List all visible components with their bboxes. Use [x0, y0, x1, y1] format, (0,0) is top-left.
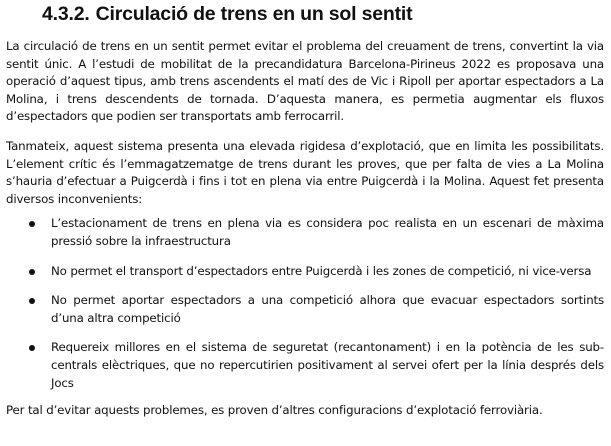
list-item — [6, 339, 604, 392]
inconvenients-list — [6, 215, 604, 392]
bullet-icon — [29, 345, 35, 351]
document-page — [6, 0, 604, 420]
section-number: 4.3.2. — [42, 3, 90, 25]
paragraph-closing: Per tal d’evitar aquests problemes, es proven d’altres configuracions d’explotació ferroviària. — [6, 403, 543, 418]
bullet-icon — [29, 298, 35, 304]
list-item-text: Requereix millores en el sistema de seguretat (recantonament) i en la potència de les sub-centrals elèctriques, que no repercutirien positivament al servei ofert per la línia després dels Jocs — [51, 340, 604, 390]
list-item — [6, 215, 604, 250]
list-item — [6, 263, 604, 281]
list-item — [6, 292, 604, 327]
list-item-text: No permet el transport d’espectadors entre Puigcerdà i les zones de competició, ni vice-versa — [51, 263, 592, 278]
section-title: Circulació de trens en un sol sentit — [95, 3, 413, 25]
list-item-text: No permet aportar espectadors a una competició alhora que evacuar espectadors sortints d’una altra competició — [51, 293, 604, 325]
paragraph-intro: La circulació de trens en un sentit permet evitar el problema del creuament de trens, convertint la via sentit únic. A l’estudi de mobilitat de la precandidatura Barcelona-Pirineus 2022 es proposava una operació d’aquest tipus, amb trens ascendents el matí des de Vic i Ripoll per aportar espectadors a La Molina, i trens descendents de tornada. D’aquesta manera, es permetia augmentar els fluxos d’espectadors que podien ser transportats amb ferrocarril. — [6, 39, 604, 124]
section-heading — [6, 0, 604, 28]
list-item-text: L’estacionament de trens en plena via es considera poc realista en un escenari de màxima pressió sobre la infraestructura — [51, 216, 604, 248]
bullet-icon — [29, 269, 35, 275]
bullet-icon — [29, 221, 35, 227]
paragraph-rigidity: Tanmateix, aquest sistema presenta una elevada rigidesa d’explotació, que en limita les possibilitats. L’element crític és l’emmagatzematge de trens durant les proves, que per falta de vies a La Molina s’hauria d’efectuar a Puigcerdà i fins i tot en plena via entre Puigcerdà i la Molina. Aquest fet presenta diversos inconvenients: — [6, 138, 604, 206]
